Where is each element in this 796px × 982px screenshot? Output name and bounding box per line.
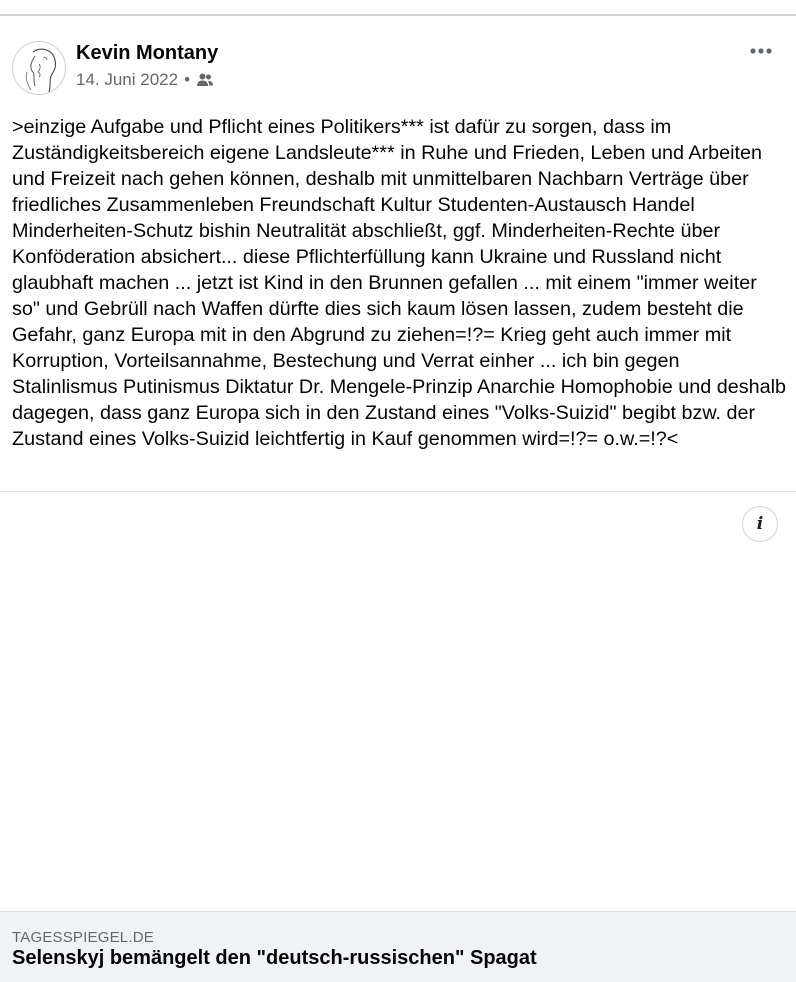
post-meta: [76, 69, 214, 91]
link-preview[interactable]: [0, 911, 796, 982]
link-title[interactable]: Selenskyj bemängelt den "deutsch-russischen" Spagat: [12, 947, 537, 969]
friends-icon[interactable]: [196, 72, 214, 88]
meta-separator: •: [184, 70, 191, 89]
author-name[interactable]: Kevin Montany: [76, 42, 219, 64]
info-button[interactable]: [742, 506, 778, 542]
info-icon: i: [756, 514, 764, 534]
avatar[interactable]: [12, 41, 66, 95]
post-text: >einzige Aufgabe und Pflicht eines Politikers*** ist dafür zu sorgen, dass im Zuständigkeitsbereich eigene Landsleute*** in Ruhe und Frieden, Leben und Arbeiten und Freizeit nach gehen können, deshalb mit unmittelbaren Nachbarn Verträge über friedliches Zusammenleben Freundschaft Kultur Studenten-Austausch Handel Minderheiten-Schutz bishin Neutralität abschließt, ggf. Minderheiten-Rechte über Konföderation absichert... diese Pflichterfüllung kann Ukraine und Russland nicht glaubhaft machen ... jetzt ist Kind in den Brunnen gefallen ... mit einem "immer weiter so" und Gebrüll nach Waffen dürfte dies sich kaum lösen lassen, zudem besteht die Gefahr, ganz Europa mit in den Abgrund zu ziehen=!?= Krieg geht auch immer mit Korruption, Vorteilsannahme, Bestechung und Verrat einher ... ich bin gegen Stalinlismus Putinismus Diktatur Dr. Mengele-Prinzip Anarchie Homophobie und deshalb dagegen, dass ganz Europa sich in den Zustand eines "Volks-Suizid" begibt bzw. der Zustand eines Volks-Suizid leichtfertig in Kauf genommen wird=!?= o.w.=!?<: [12, 116, 787, 450]
post-date[interactable]: 14. Juni 2022: [76, 70, 179, 89]
post-divider: [0, 491, 796, 492]
more-horizontal-icon: [750, 48, 772, 54]
link-domain: TAGESSPIEGEL.DE: [12, 929, 154, 946]
more-options-button[interactable]: [744, 38, 778, 64]
top-divider: [0, 14, 796, 16]
avatar-sketch-image: [13, 42, 65, 94]
